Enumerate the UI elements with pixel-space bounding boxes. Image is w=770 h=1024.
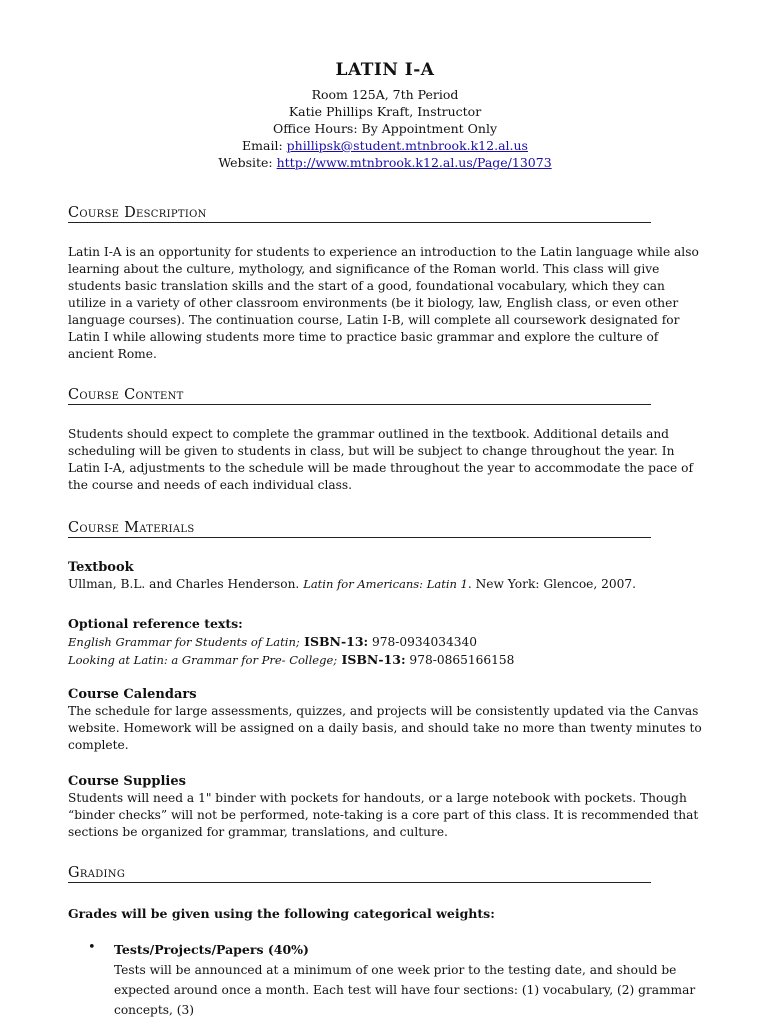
website-line bbox=[68, 154, 702, 171]
course-calendars-label: Course Calendars bbox=[68, 687, 197, 702]
textbook-title: Latin for Americans: Latin 1 bbox=[303, 577, 468, 591]
course-content-heading: Course Content bbox=[68, 387, 651, 405]
reference-2-isbn-label: ISBN-13: bbox=[337, 652, 406, 667]
reference-1-title: English Grammar for Students of Latin; bbox=[68, 635, 300, 649]
grading-item-tests-title: Tests/Projects/Papers (40%) bbox=[114, 942, 309, 957]
course-supplies-label: Course Supplies bbox=[68, 774, 186, 789]
instructor-line: Katie Phillips Kraft, Instructor bbox=[288, 104, 482, 119]
course-title: LATIN I-A bbox=[335, 60, 435, 80]
email-link[interactable]: phillipsk@student.mtnbrook.k12.al.us bbox=[286, 138, 528, 153]
reference-2-title: Looking at Latin: a Grammar for Pre- College; bbox=[68, 653, 338, 667]
course-content-text: Students should expect to complete the grammar outlined in the textbook. Additional details and scheduling will be given to students in class, but will be subject to change throughout the year. In Latin I-A, adjustments to the schedule will be made throughout the year to accommodate the pace of the course and needs of each individual class. bbox=[68, 427, 693, 492]
course-supplies-text: Students will need a 1" binder with pockets for handouts, or a large notebook with pockets. Though “binder checks” will not be performed, note-taking is a core part of this class. It is recommended that sections be organized for grammar, translations, and culture. bbox=[68, 791, 699, 839]
textbook-label: Textbook bbox=[68, 560, 134, 575]
reference-2-isbn: 978-0865166158 bbox=[405, 653, 515, 667]
email-line bbox=[68, 137, 702, 154]
textbook-authors: Ullman, B.L. and Charles Henderson. bbox=[68, 577, 304, 591]
grading-item-tests-text: Tests will be announced at a minimum of one week prior to the testing date, and should be expected around once a month. Each test will have four sections: (1) vocabulary, (2) grammar concepts, (3) bbox=[114, 963, 696, 1017]
course-calendars-text: The schedule for large assessments, quizzes, and projects will be consistently updated via the Canvas website. Homework will be assigned on a daily basis, and should take no more than twenty minutes to complete. bbox=[68, 704, 702, 752]
email-label: Email: bbox=[242, 138, 287, 153]
reference-1 bbox=[68, 633, 702, 651]
textbook-publisher: . New York: Glencoe, 2007. bbox=[467, 577, 637, 591]
course-header bbox=[68, 60, 702, 171]
room-line: Room 125A, 7th Period bbox=[311, 87, 459, 102]
grading-item-tests bbox=[68, 940, 702, 1020]
reference-1-isbn-label: ISBN-13: bbox=[299, 634, 369, 649]
textbook-citation bbox=[68, 576, 702, 593]
website-link[interactable]: http://www.mtnbrook.k12.al.us/Page/13073 bbox=[276, 155, 552, 170]
course-description-text: Latin I-A is an opportunity for students to experience an introduction to the Latin language while also learning about the culture, mythology, and significance of the Roman world. This class will give students basic translation skills and the start of a good, foundational vocabulary, which they can utilize in a variety of other classroom environments (be it biology, law, English class, or even other language courses). The continuation course, Latin I-B, will complete all coursework designated for Latin I while allowing students more time to practice basic grammar and explore the culture of ancient Rome. bbox=[68, 245, 699, 361]
grading-intro: Grades will be given using the following categorical weights: bbox=[68, 906, 495, 921]
bullet-icon: • bbox=[88, 940, 96, 955]
reference-2 bbox=[68, 651, 702, 669]
reference-1-isbn: 978-0934034340 bbox=[368, 635, 477, 649]
office-hours-line: Office Hours: By Appointment Only bbox=[272, 121, 498, 136]
course-materials-heading: Course Materials bbox=[68, 520, 651, 538]
course-description-heading: Course Description bbox=[68, 205, 651, 223]
grading-heading: Grading bbox=[68, 865, 651, 883]
optional-references-label: Optional reference texts: bbox=[68, 616, 243, 631]
website-label: Website: bbox=[218, 155, 277, 170]
document-page bbox=[68, 0, 702, 1020]
